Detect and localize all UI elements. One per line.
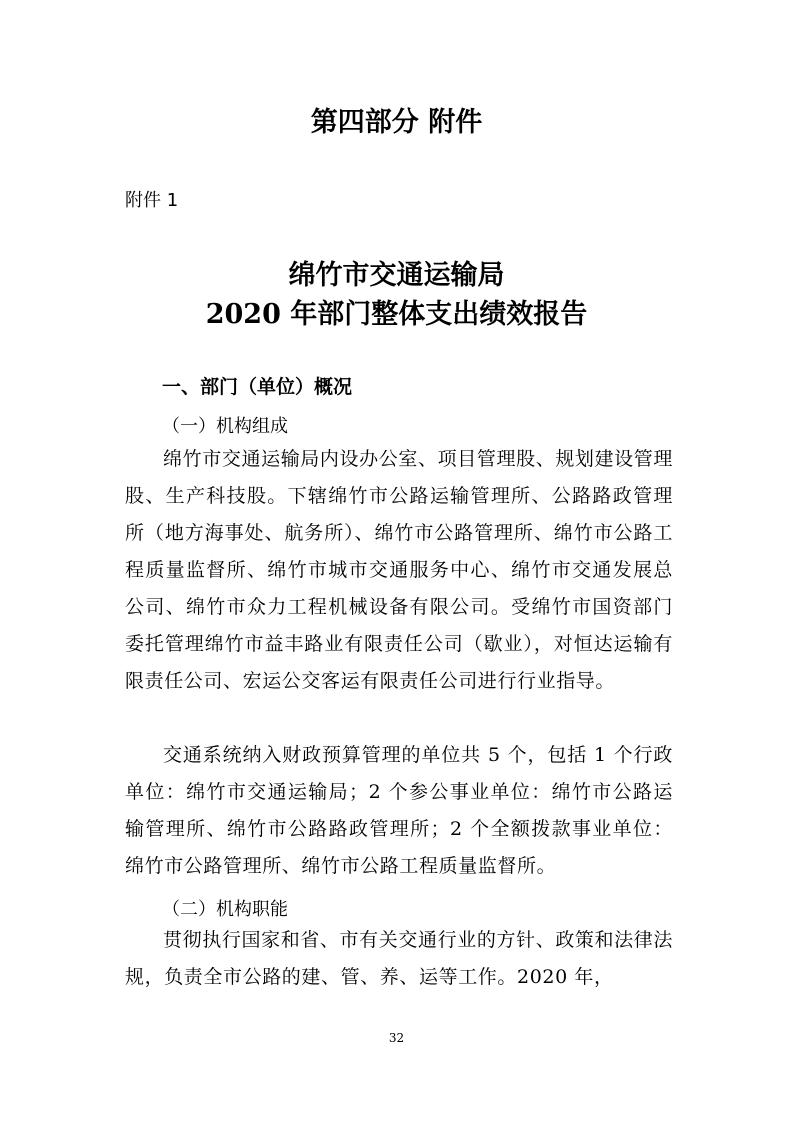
paragraph-functions: 贯彻执行国家和省、市有关交通行业的方针、政策和法律法规，负责全市公路的建、管、养、运等工作。2020 年， [125, 929, 673, 988]
part-title: 第四部分 附件 [310, 107, 483, 138]
subsection-heading-functions: （二）机构职能 [162, 899, 288, 920]
paragraph-composition: 绵竹市交通运输局内设办公室、项目管理股、规划建设管理股、生产科技股。下辖绵竹市公路运输管理所、公路路政管理所（地方海事处、航务所）、绵竹市公路管理所、绵竹市公路工程质量监督所、绵竹市城市交通服务中心、绵竹市交通发展总公司、绵竹市众力工程机械设备有限公司。受绵竹市国资部门委托管理绵竹市益丰路业有限责任公司（歇业），对恒达运输有限责任公司、宏运公交客运有限责任公司进行行业指导。 [125, 448, 673, 692]
report-title-line-1: 绵竹市交通运输局 [288, 260, 505, 291]
subsection-heading-composition: （一）机构组成 [162, 416, 288, 437]
annex-label: 附件 1 [125, 190, 179, 211]
page-number: 32 [388, 1031, 405, 1045]
paragraph-budget-units: 交通系统纳入财政预算管理的单位共 5 个，包括 1 个行政单位：绵竹市交通运输局；2 个参公事业单位：绵竹市公路运输管理所、绵竹市公路路政管理所；2 个全额拨款事业单位：绵竹市公路管理所、绵竹市公路工程质量监督所。 [125, 744, 673, 877]
report-title-line-2: 2020 年部门整体支出绩效报告 [205, 299, 588, 330]
section-heading-overview: 一、部门（单位）概况 [162, 376, 353, 398]
